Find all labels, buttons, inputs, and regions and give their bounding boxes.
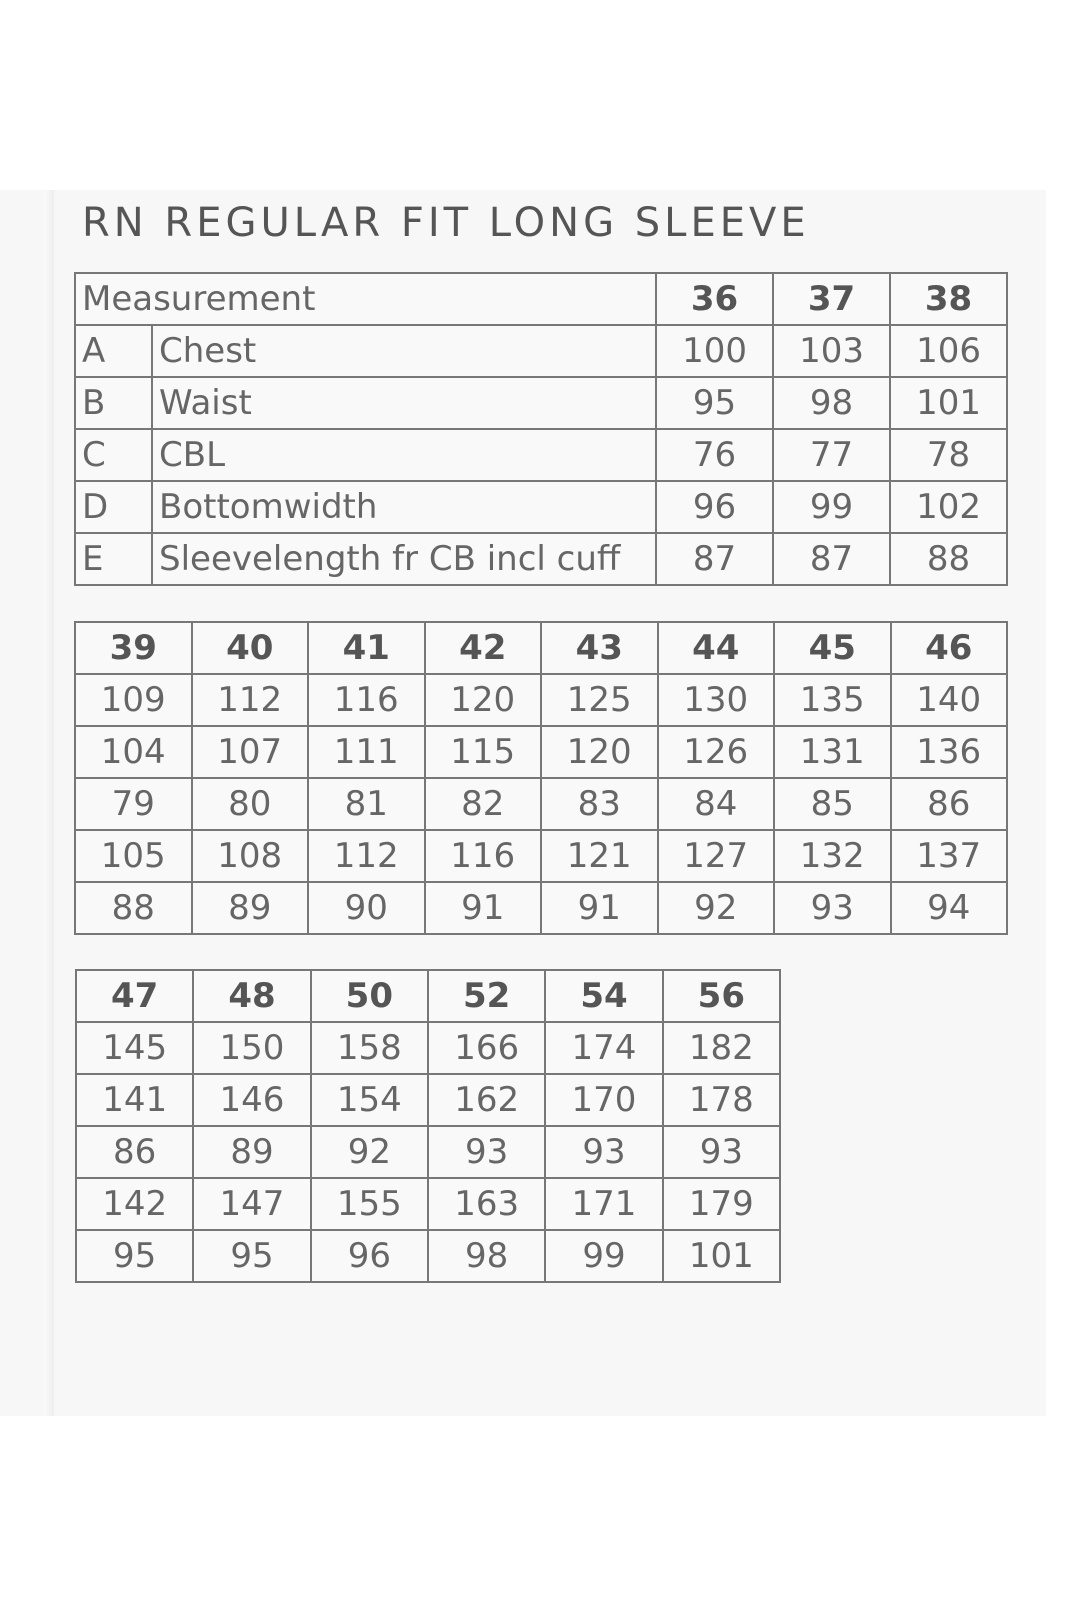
table-cell: 95 xyxy=(76,1230,193,1282)
size-table-3 xyxy=(75,969,781,1283)
table-cell: 100 xyxy=(656,325,773,377)
table-cell: 89 xyxy=(192,882,309,934)
size-table-1 xyxy=(74,272,1008,586)
table-cell: 87 xyxy=(656,533,773,585)
table-cell: 115 xyxy=(425,726,542,778)
measurement-name: Chest xyxy=(152,325,656,377)
table-cell: 158 xyxy=(311,1022,428,1074)
size-header: 37 xyxy=(773,273,890,325)
table-cell: 77 xyxy=(773,429,890,481)
chart-title: RN REGULAR FIT LONG SLEEVE xyxy=(82,200,810,246)
table-cell: 136 xyxy=(891,726,1008,778)
table-cell: 89 xyxy=(193,1126,310,1178)
table-row xyxy=(75,674,1007,726)
table-row xyxy=(76,1074,780,1126)
table-cell: 84 xyxy=(658,778,775,830)
table-cell: 88 xyxy=(75,882,192,934)
table-cell: 102 xyxy=(890,481,1007,533)
table-cell: 140 xyxy=(891,674,1008,726)
table-cell: 111 xyxy=(308,726,425,778)
table-row xyxy=(76,1178,780,1230)
table-cell: 86 xyxy=(891,778,1008,830)
table-row xyxy=(75,726,1007,778)
table-cell: 174 xyxy=(545,1022,662,1074)
size-header: 38 xyxy=(890,273,1007,325)
measurement-header: Measurement xyxy=(75,273,656,325)
size-header: 44 xyxy=(658,622,775,674)
measurement-name: Bottomwidth xyxy=(152,481,656,533)
table-row xyxy=(75,325,1007,377)
table-cell: 99 xyxy=(773,481,890,533)
table-cell: 146 xyxy=(193,1074,310,1126)
table-cell: 135 xyxy=(774,674,891,726)
table-row xyxy=(75,882,1007,934)
size-header: 54 xyxy=(545,970,662,1022)
table-cell: 126 xyxy=(658,726,775,778)
table-cell: 127 xyxy=(658,830,775,882)
table-cell: 99 xyxy=(545,1230,662,1282)
table-cell: 91 xyxy=(541,882,658,934)
table-cell: 94 xyxy=(891,882,1008,934)
table-cell: 96 xyxy=(311,1230,428,1282)
table-cell: 98 xyxy=(773,377,890,429)
size-header: 56 xyxy=(663,970,780,1022)
table-row xyxy=(75,778,1007,830)
measurement-code: C xyxy=(75,429,152,481)
size-header: 46 xyxy=(891,622,1008,674)
table-cell: 107 xyxy=(192,726,309,778)
table-cell: 147 xyxy=(193,1178,310,1230)
table-row xyxy=(76,1230,780,1282)
size-header: 48 xyxy=(193,970,310,1022)
table-cell: 142 xyxy=(76,1178,193,1230)
table-cell: 154 xyxy=(311,1074,428,1126)
table-cell: 87 xyxy=(773,533,890,585)
table-cell: 166 xyxy=(428,1022,545,1074)
size-header: 47 xyxy=(76,970,193,1022)
measurement-code: B xyxy=(75,377,152,429)
table-cell: 150 xyxy=(193,1022,310,1074)
table-cell: 132 xyxy=(774,830,891,882)
size-header: 45 xyxy=(774,622,891,674)
table-cell: 145 xyxy=(76,1022,193,1074)
size-header: 36 xyxy=(656,273,773,325)
size-header: 39 xyxy=(75,622,192,674)
table-cell: 83 xyxy=(541,778,658,830)
table-cell: 106 xyxy=(890,325,1007,377)
measurement-code: D xyxy=(75,481,152,533)
table-row xyxy=(75,533,1007,585)
table-cell: 112 xyxy=(192,674,309,726)
table-cell: 80 xyxy=(192,778,309,830)
table-cell: 88 xyxy=(890,533,1007,585)
table-cell: 109 xyxy=(75,674,192,726)
size-header: 40 xyxy=(192,622,309,674)
table-cell: 98 xyxy=(428,1230,545,1282)
measurement-name: CBL xyxy=(152,429,656,481)
table-cell: 101 xyxy=(890,377,1007,429)
table-header-row xyxy=(75,622,1007,674)
table-row xyxy=(76,1126,780,1178)
table-cell: 82 xyxy=(425,778,542,830)
table-header-row xyxy=(76,970,780,1022)
table-cell: 103 xyxy=(773,325,890,377)
table-row xyxy=(75,830,1007,882)
table-cell: 78 xyxy=(890,429,1007,481)
table-cell: 105 xyxy=(75,830,192,882)
table-cell: 141 xyxy=(76,1074,193,1126)
table-cell: 120 xyxy=(541,726,658,778)
table-cell: 120 xyxy=(425,674,542,726)
table-cell: 178 xyxy=(663,1074,780,1126)
table-cell: 101 xyxy=(663,1230,780,1282)
table-row xyxy=(75,377,1007,429)
table-cell: 92 xyxy=(311,1126,428,1178)
table-cell: 93 xyxy=(774,882,891,934)
table-cell: 93 xyxy=(545,1126,662,1178)
table-cell: 130 xyxy=(658,674,775,726)
table-cell: 137 xyxy=(891,830,1008,882)
table-cell: 116 xyxy=(308,674,425,726)
table-cell: 96 xyxy=(656,481,773,533)
card-edge xyxy=(44,190,54,1416)
size-header: 41 xyxy=(308,622,425,674)
table-cell: 125 xyxy=(541,674,658,726)
table-cell: 155 xyxy=(311,1178,428,1230)
table-cell: 170 xyxy=(545,1074,662,1126)
table-cell: 76 xyxy=(656,429,773,481)
table-row xyxy=(75,481,1007,533)
table-cell: 93 xyxy=(428,1126,545,1178)
measurement-code: E xyxy=(75,533,152,585)
table-cell: 90 xyxy=(308,882,425,934)
table-cell: 116 xyxy=(425,830,542,882)
size-header: 43 xyxy=(541,622,658,674)
table-cell: 163 xyxy=(428,1178,545,1230)
measurement-code: A xyxy=(75,325,152,377)
size-header: 42 xyxy=(425,622,542,674)
table-cell: 121 xyxy=(541,830,658,882)
table-cell: 104 xyxy=(75,726,192,778)
table-cell: 86 xyxy=(76,1126,193,1178)
table-cell: 182 xyxy=(663,1022,780,1074)
table-cell: 79 xyxy=(75,778,192,830)
table-cell: 112 xyxy=(308,830,425,882)
table-cell: 91 xyxy=(425,882,542,934)
table-cell: 162 xyxy=(428,1074,545,1126)
size-header: 52 xyxy=(428,970,545,1022)
table-cell: 131 xyxy=(774,726,891,778)
table-cell: 93 xyxy=(663,1126,780,1178)
table-cell: 95 xyxy=(193,1230,310,1282)
table-row xyxy=(76,1022,780,1074)
table-cell: 179 xyxy=(663,1178,780,1230)
measurement-name: Sleevelength fr CB incl cuff xyxy=(152,533,656,585)
table-cell: 85 xyxy=(774,778,891,830)
table-row xyxy=(75,429,1007,481)
table-cell: 108 xyxy=(192,830,309,882)
table-cell: 92 xyxy=(658,882,775,934)
table-cell: 81 xyxy=(308,778,425,830)
table-cell: 171 xyxy=(545,1178,662,1230)
table-cell: 95 xyxy=(656,377,773,429)
size-table-2 xyxy=(74,621,1008,935)
measurement-name: Waist xyxy=(152,377,656,429)
size-header: 50 xyxy=(311,970,428,1022)
table-header-row xyxy=(75,273,1007,325)
